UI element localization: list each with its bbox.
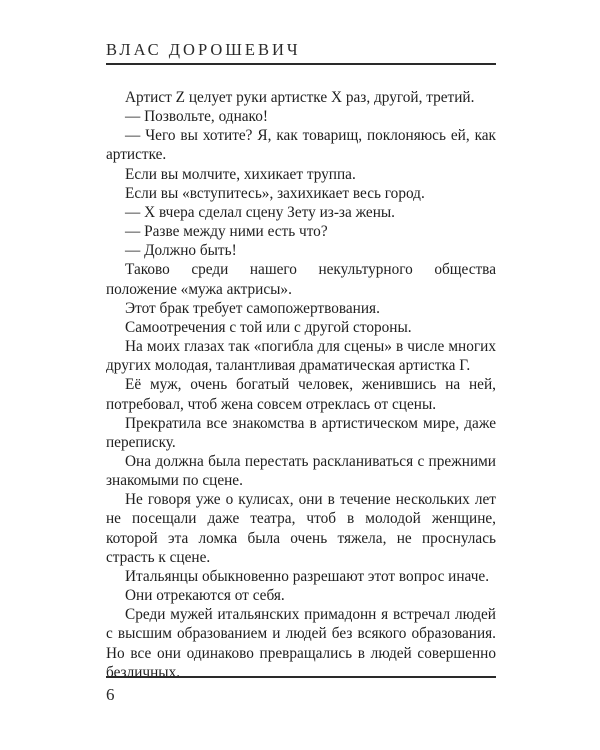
paragraph: На моих глазах так «погибла для сцены» в числе многих других молодая, талантливая драматическая артистка Г. xyxy=(106,338,496,375)
body-text xyxy=(106,88,496,682)
paragraph: Они отрекаются от себя. xyxy=(125,587,285,605)
paragraph: — Должно быть! xyxy=(125,242,237,260)
running-title: ВЛАС ДОРОШЕВИЧ xyxy=(106,40,301,59)
paragraph: Таково среди нашего некультурного общества положение «мужа актрисы». xyxy=(106,261,496,298)
footer-rule xyxy=(106,676,496,678)
page-number: 6 xyxy=(106,685,115,704)
paragraph: Артист Z целует руки артистке X раз, другой, третий. xyxy=(125,89,475,106)
paragraph: Если вы молчите, хихикает труппа. xyxy=(125,165,356,183)
paragraph: Этот брак требует самопожертвования. xyxy=(125,299,380,317)
header-rule xyxy=(106,63,496,65)
paragraph: — Разве между ними есть что? xyxy=(125,223,328,241)
paragraph: Итальянцы обыкновенно разрешают этот вопрос иначе. xyxy=(125,567,490,585)
paragraph: Прекратила все знакомства в артистическом мире, даже переписку. xyxy=(106,414,496,451)
paragraph: — X вчера сделал сцену Зету из-за жены. xyxy=(125,203,396,221)
paragraph: Самоотречения с той или с другой стороны. xyxy=(125,318,412,336)
paragraph: Если вы «вступитесь», захихикает весь город. xyxy=(125,184,425,202)
paragraph: — Позвольте, однако! xyxy=(125,108,268,126)
paragraph: Среди мужей итальянских примадонн я встречал людей с высшим образованием и людей без всякого образования. Но все они одинаково превращались в людей совершенно безличных. xyxy=(106,606,496,681)
paragraph: Не говоря уже о кулисах, они в течение нескольких лет не посещали даже театра, чтоб в молодой женщине, которой эта ломка была очень тяжела, не проснулась страсть к сцене. xyxy=(106,491,496,566)
paragraph: Она должна была перестать раскланиваться с прежними знакомыми по сцене. xyxy=(106,452,496,490)
paragraph: Её муж, очень богатый человек, женившись на ней, потребовал, чтоб жена совсем отреклась от сцены. xyxy=(106,376,496,413)
paragraph: — Чего вы хотите? Я, как товарищ, поклоняюсь ей, как артистке. xyxy=(106,127,496,164)
